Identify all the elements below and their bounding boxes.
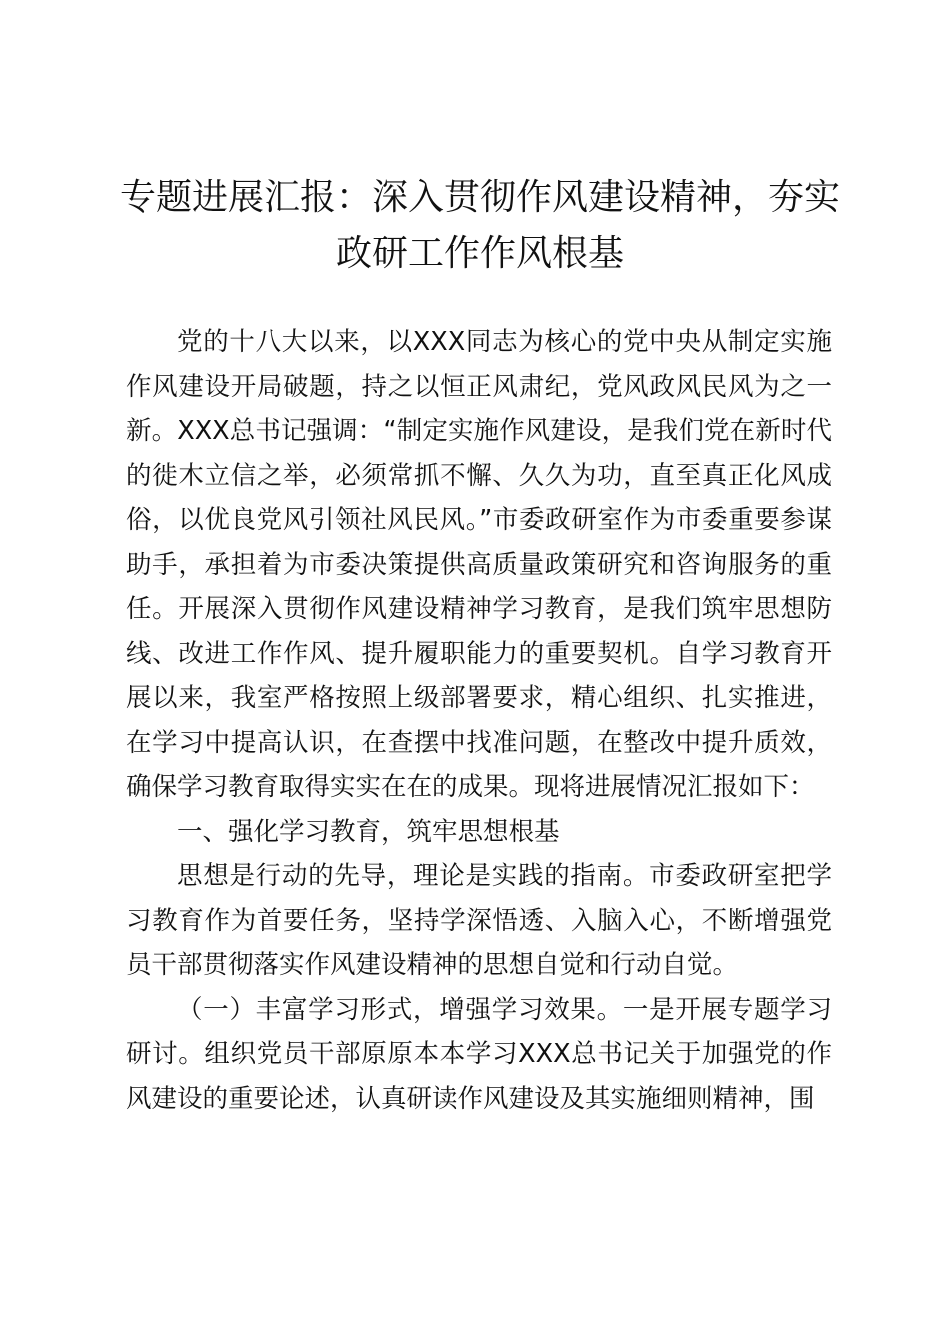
section-heading: 一、强化学习教育，筑牢思想根基 — [177, 816, 560, 847]
subsection-paragraph: （一）丰富学习形式，增强学习效果。一是开展专题学习研讨。组织党员干部原原本本学习XXX总书记关于加强党的作风建设的重要论述，认真研读作风建设及其实施细则精神，围 — [126, 994, 832, 1114]
intro-paragraph: 党的十八大以来，以XXX同志为核心的党中央从制定实施作风建设开局破题，持之以恒正风肃纪，党风政风民风为之一新。XXX总书记强调：“制定实施作风建设，是我们党在新时代的徙木立信之举，必须常抓不懈、久久为功，直至真正化风成俗，以优良党风引领社风民风。”市委政研室作为市委重要参谋助手，承担着为市委决策提供高质量政策研究和咨询服务的重任。开展深入贯彻作风建设精神学习教育，是我们筑牢思想防线、改进工作作风、提升履职能力的重要契机。自学习教育开展以来，我室严格按照上级部署要求，精心组织、扎实推进，在学习中提高认识，在查摆中找准问题，在整改中提升质效，确保学习教育取得实实在在的成果。现将进展情况汇报如下： — [126, 327, 832, 802]
document-title: 专题进展汇报：深入贯彻作风建设精神，夯实政研工作作风根基 — [120, 177, 841, 274]
document-body — [126, 320, 832, 1121]
section-paragraph: 思想是行动的先导，理论是实践的指南。市委政研室把学习教育作为首要任务，坚持学深悟透、入脑入心，不断增强党员干部贯彻落实作风建设精神的思想自觉和行动自觉。 — [126, 861, 832, 980]
